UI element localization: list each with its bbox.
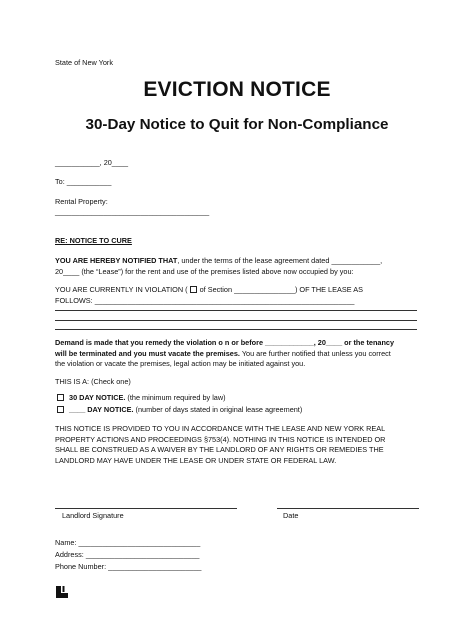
violation-paragraph — [55, 285, 425, 306]
violation-line2: FOLLOWS: ________________________________________________________________ — [55, 295, 355, 305]
legal-line2: PROPERTY ACTIONS AND PROCEEDINGS §753(4). NOTHING IN THIS NOTICE IS INTENDED OR — [55, 434, 386, 444]
demand-bold-line1: Demand is made that you remedy the violation o n or before ____________, 20____ or the tenancy — [55, 338, 395, 347]
landlord-signature-line[interactable] — [55, 508, 237, 509]
date-signature-line[interactable] — [277, 508, 419, 509]
option-30-day-text: (the minimum required by law) — [125, 393, 226, 402]
option-custom-day-text: (number of days stated in original lease agreement) — [133, 405, 303, 414]
violation-part1: YOU ARE CURRENTLY IN VIOLATION ( — [55, 285, 188, 294]
notified-line2: 20____ (the “Lease”) for the rent and use of the premises listed above now occupied by you: — [55, 266, 354, 276]
option-custom-day — [55, 405, 302, 415]
phone-field[interactable]: Phone Number: _______________________ — [55, 562, 202, 571]
demand-paragraph — [55, 338, 425, 370]
demand-line3: the violation or vacate the premises, legal action may be initiated against you. — [55, 359, 306, 368]
legal-line3: SHALL BE CONSTRUED AS A WAIVER BY THE LANDLORD OF ANY RIGHTS OR REMEDIES THE — [55, 445, 384, 454]
state-label: State of New York — [55, 58, 114, 67]
address-field[interactable]: Address: ____________________________ — [55, 550, 200, 559]
re-heading: RE: NOTICE TO CURE — [55, 236, 132, 245]
violation-part2: of Section _______________) OF THE LEASE AS — [199, 285, 363, 294]
legal-line4: LANDLORD MAY HAVE UNDER THE LEASE OR UNDER STATE OR FEDERAL LAW. — [55, 455, 337, 465]
landlord-signature-label: Landlord Signature — [62, 511, 124, 520]
notified-rest: , under the terms of the lease agreement dated ____________, — [177, 256, 383, 265]
option-30-day — [55, 393, 226, 403]
check-one-label: THIS IS A: (Check one) — [55, 377, 131, 386]
date-line: ___________, 20____ — [55, 158, 129, 167]
name-field[interactable]: Name: ______________________________ — [55, 538, 201, 547]
brand-logo-icon — [55, 585, 69, 599]
option-custom-day-checkbox[interactable] — [57, 406, 64, 413]
document-title: EVICTION NOTICE — [143, 78, 331, 101]
violation-blank-line — [55, 329, 417, 330]
violation-blank-line — [55, 310, 417, 311]
notified-lead: YOU ARE HEREBY NOTIFIED THAT — [55, 256, 178, 265]
to-line: To: ___________ — [55, 177, 112, 186]
legal-paragraph — [55, 424, 425, 466]
document-subtitle: 30-Day Notice to Quit for Non-Compliance — [85, 116, 389, 133]
demand-bold-line2: will be terminated and you must vacate the premises. — [55, 348, 240, 358]
date-signature-label: Date — [283, 511, 299, 520]
option-30-day-checkbox[interactable] — [57, 394, 64, 401]
rental-property-label: Rental Property: — [55, 197, 108, 206]
option-30-day-bold: 30 DAY NOTICE. — [69, 393, 126, 402]
violation-blank-line — [55, 320, 417, 321]
violation-checkbox[interactable] — [190, 286, 197, 293]
legal-line1: THIS NOTICE IS PROVIDED TO YOU IN ACCORDANCE WITH THE LEASE AND NEW YORK REAL — [55, 424, 386, 433]
option-custom-day-bold: ____ DAY NOTICE. — [69, 405, 134, 414]
notified-paragraph — [55, 256, 425, 277]
rental-property-blank: ______________________________________ — [55, 207, 210, 216]
demand-rest: You are further notified that unless you correct — [239, 348, 391, 358]
